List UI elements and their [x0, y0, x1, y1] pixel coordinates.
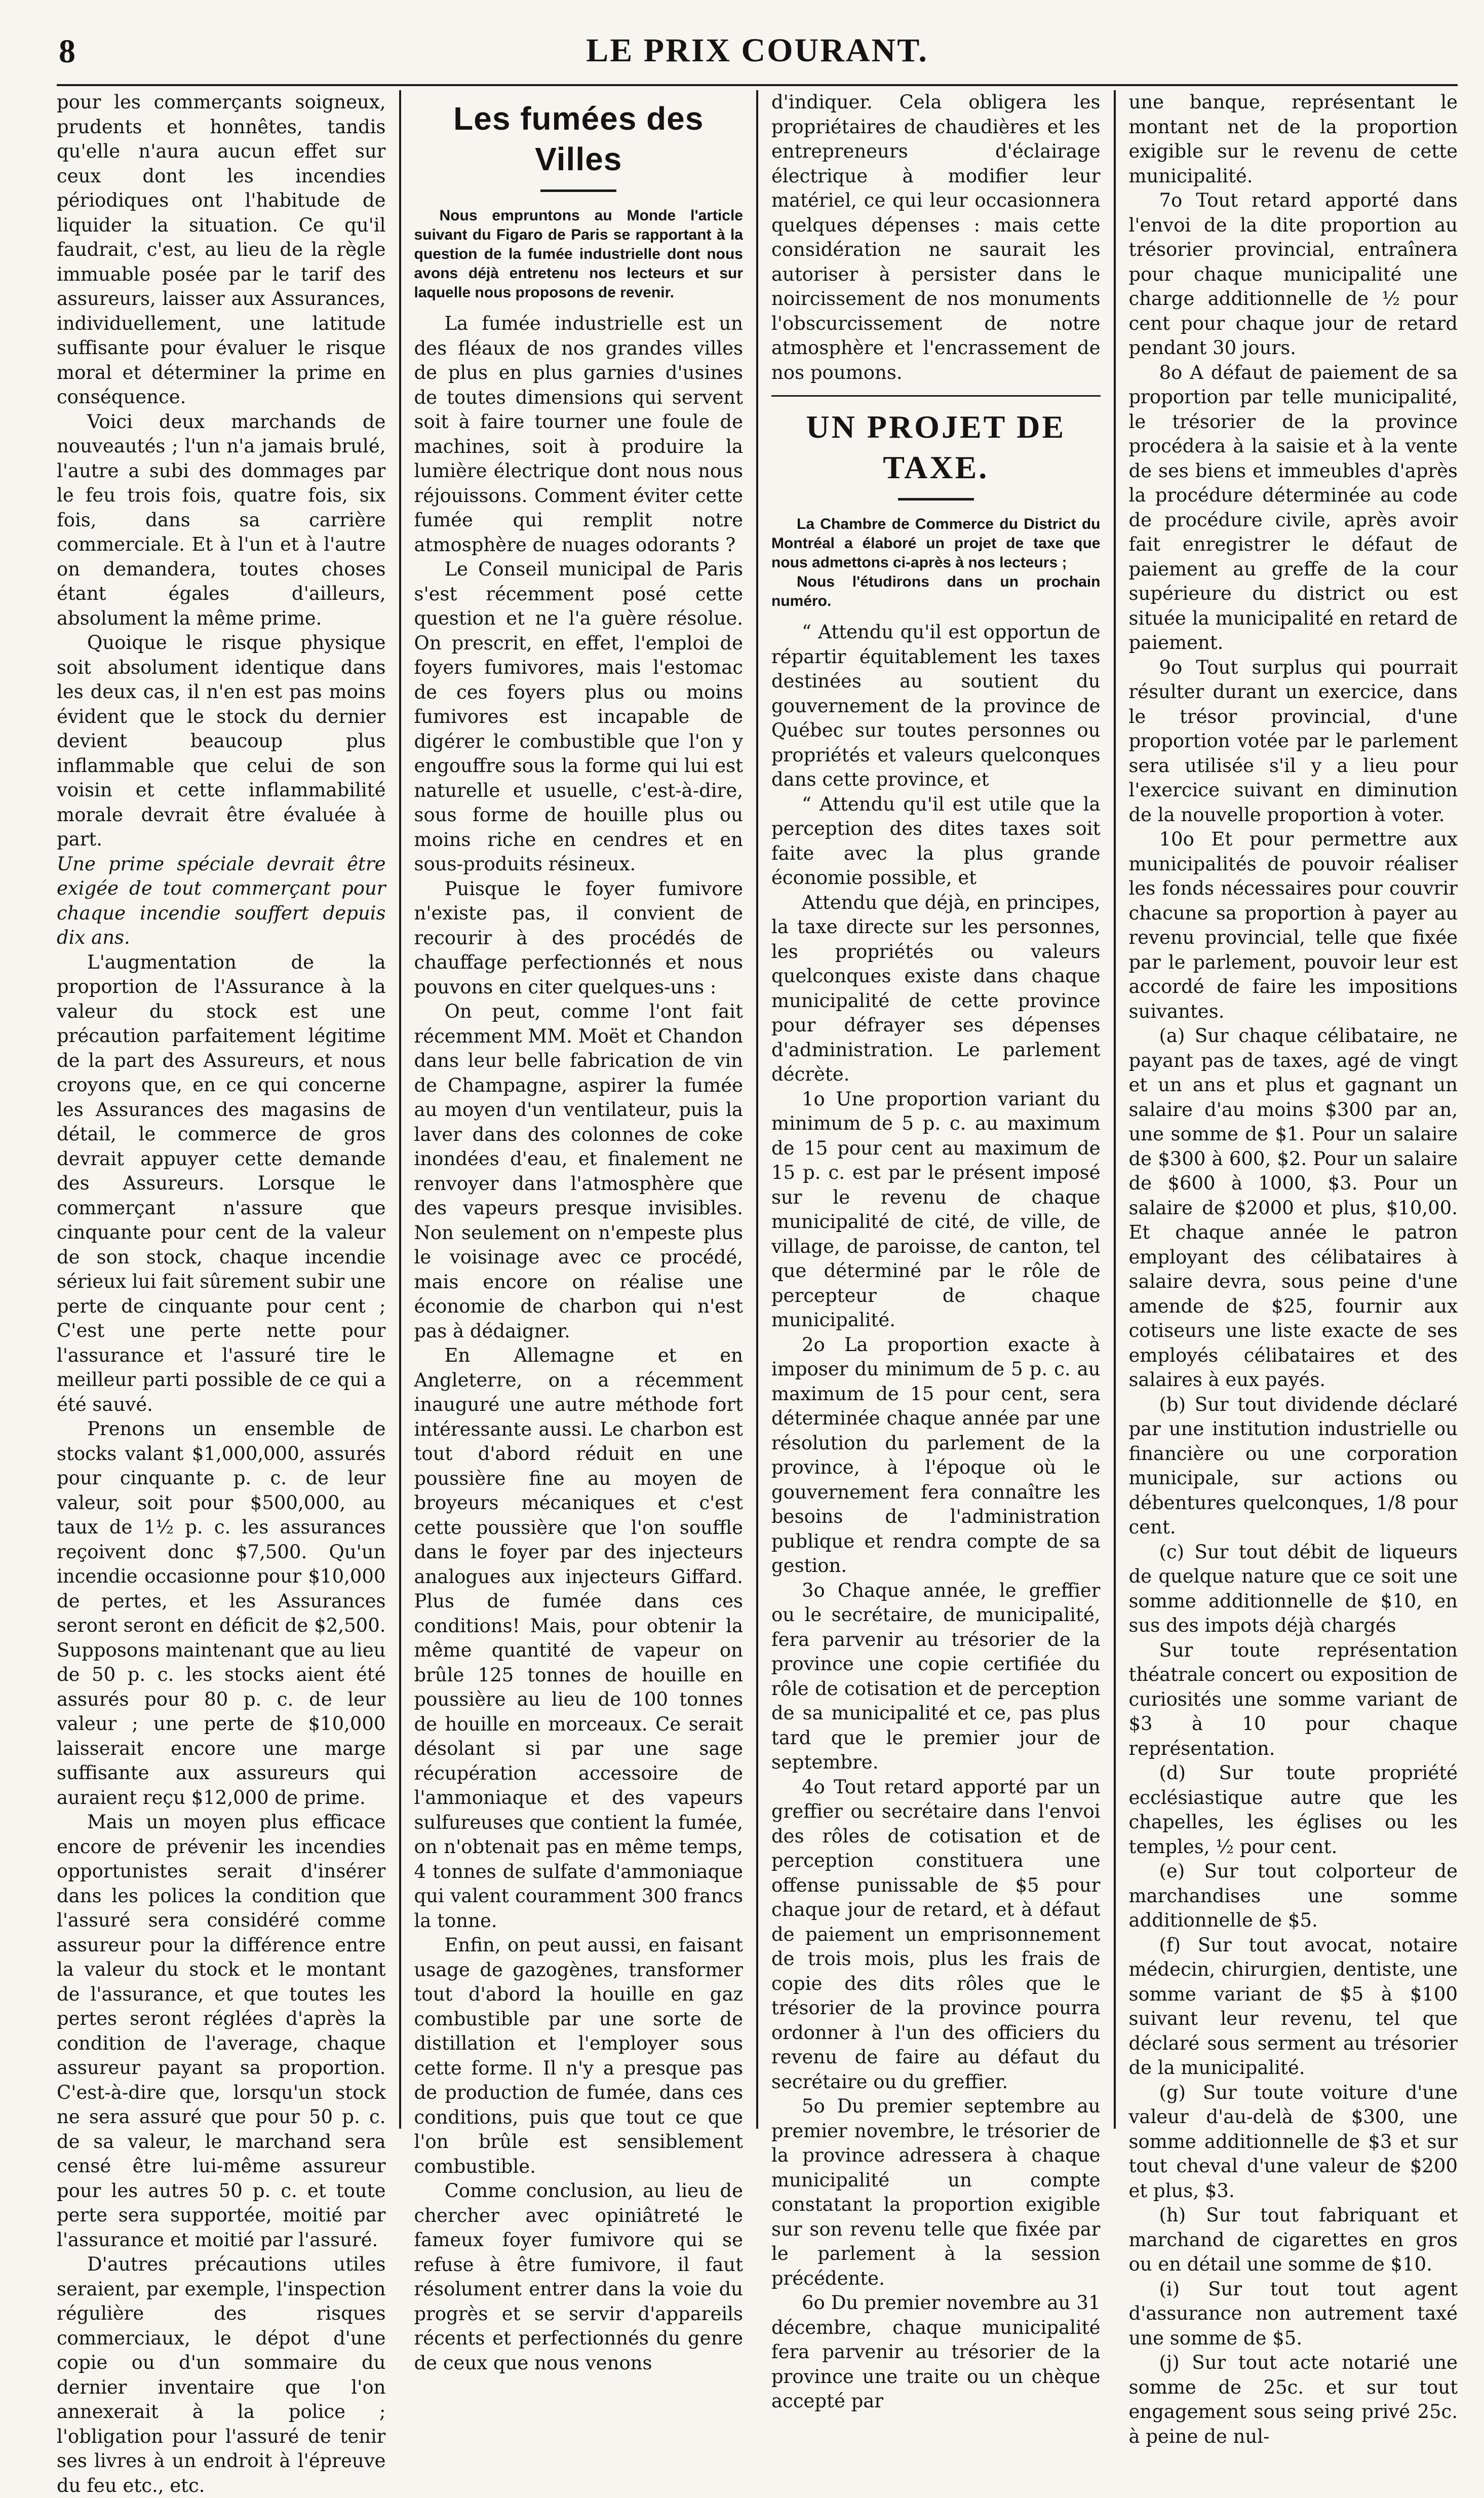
paragraph: 8o A défaut de paiement de sa proportion par telle municipalité, le trésorier de la province procédera à la saisie et à la vente de ses biens et immeubles d'après la procédure déterminée au code de procédure civile, après avoir fait enregistrer le défaut de paiement au greffe de la cour supérieure du district ou est située la municipalité en retard de paiement. [1128, 361, 1458, 654]
paragraph: une banque, représentant le montant net de la proportion exigible sur le revenu de cette municipalité. [1128, 91, 1458, 187]
paragraph: Attendu que déjà, en principes, la taxe directe sur les personnes, les propriétés ou valeurs quelconques existe dans chaque municipalité de cette province pour défrayer ses dépenses d'administration. Le parlement décrète. [771, 891, 1101, 1085]
paragraph-italic: Une prime spéciale devrait être exigée de tout commerçant pour chaque incendie souffert depuis dix ans. [57, 853, 386, 948]
article-intro [771, 515, 1101, 611]
paragraph: Prenons un ensemble de stocks valant $1,000,000, assurés pour cinquante p. c. de leur valeur, soit pour $500,000, au taux de 1½ p. c. les assurances reçoivent donc $7,500. Qu'un incendie occasionne pour $10,000 de pertes, et les Assurances seront seront en déficit de $2,500. Supposons maintenant que au lieu de 50 p. c. les stocks aient été assurés pour 80 p. c. de leur valeur ; une perte de $10,000 laisserait encore une marge suffisante aux assureurs qui auraient reçu $12,000 de prime. [57, 1418, 386, 1809]
paragraph: On peut, comme l'ont fait récemment MM. Moët et Chandon dans leur belle fabrication de vin de Champagne, aspirer la fumée au moyen d'un ventilateur, puis la laver dans des colonnes de coke inondées d'eau, et finalement ne renvoyer dans l'atmosphère que des vapeurs presque invisibles. Non seulement on n'empeste plus le voisinage avec ce procédé, mais encore on réalise une économie de charbon qui n'est pas à dédaigner. [414, 1001, 743, 1342]
paragraph: “ Attendu qu'il est utile que la perception des dites taxes soit faite avec la plus grande économie possible, et [771, 793, 1101, 889]
article-title: Les fumées des Villes [453, 100, 704, 177]
paragraph: 1o Une proportion variant du minimum de 5 p. c. au maximum de 15 pour cent au maximum de 15 p. c. est par le présent imposé sur le revenu de chaque municipalité de cité, de ville, de village, de paroisse, de canton, tel que déterminé par le rôle de percepteur de chaque municipalité. [771, 1088, 1101, 1331]
paragraph: Mais un moyen plus efficace encore de prévenir les incendies opportunistes serait d'insérer dans les polices la condition que l'assuré sera considéré comme assureur pour la différence entre la valeur du stock et le montant de l'assurance, et que toutes les pertes seront réglées d'après la condition de l'average, chaque assureur payant sa proportion. C'est-à-dire que, lorsqu'un stock ne sera assuré que pour 50 p. c. de sa valeur, le marchand sera censé être lui-même assureur pour les autres 50 p. c. et toute perte sera supportée, moitié par l'assurance et moitié par l'assuré. [57, 1811, 386, 2251]
paragraph: 6o Du premier novembre au 31 décembre, chaque municipalité fera parvenir au trésorier de la province une traite ou un chèque accepté par [771, 2292, 1101, 2412]
title-rule [898, 498, 974, 501]
column-1 [57, 90, 399, 2496]
paragraph: D'autres précautions utiles seraient, par exemple, l'inspection régulière des risques commerciaux, le dépot d'une copie ou d'un sommaire du dernier inventaire que l'on annexerait à la police ; l'obligation pour l'assuré de tenir ses livres à un endroit à l'épreuve du feu etc., etc. [57, 2253, 386, 2496]
paragraph: (a) Sur chaque célibataire, ne payant pas de taxes, agé de vingt et un ans et plus et gagnant un salaire d'au moins $300 par an, une somme de $1. Pour un salaire de $300 à 600, $2. Pour un salaire de $600 à 1000, $3. Pour un salaire de $2000 et plus, $10,00. Et chaque année le patron employant des célibataires à salaire devra, sous peine d'une amende de $25, fournir aux cotiseurs une liste exacte de ses employés célibataires et des salaires à eux payés. [1128, 1025, 1458, 1391]
paragraph: 9o Tout surplus qui pourrait résulter durant un exercice, dans le trésor provincial, d'une proportion votée par le parlement sera utilisée s'il y a lieu pour l'exercice suivant en diminution de la nouvelle proportion à voter. [1128, 656, 1458, 826]
paragraph: La fumée industrielle est un des fléaux de nos grandes villes de plus en plus garnies d'usines de toutes dimensions qui servent soit à faire tourner une foule de machines, soit à produire la lumière électrique dont nous nous réjouissons. Comment éviter cette fumée qui remplit notre atmosphère de nuages odorants ? [414, 313, 743, 556]
paragraph: (d) Sur toute propriété ecclésiastique autre que les chapelles, les églises ou les temples, ½ pour cent. [1128, 1762, 1458, 1858]
paragraph: 2o La proportion exacte à imposer du minimum de 5 p. c. au maximum de 15 pour cent, sera déterminée chaque année par une résolution du parlement de la province, à l'époque où le gouvernement fera connaître les besoins de l'administration publique et rendra compte de sa gestion. [771, 1333, 1101, 1577]
title-rule [540, 189, 616, 192]
columns [57, 90, 1458, 2496]
paragraph: Sur toute représentation théatrale concert ou exposition de curiosités une somme variant de $3 à 10 pour chaque représentation. [1128, 1639, 1458, 1759]
intro-text: Nous empruntons au Monde l'article suivant du Figaro de Paris se rapportant à la question de la fumée industrielle dont nous avons déjà entretenu nos lecteurs et sur laquelle nous proposons de revenir. [414, 207, 743, 301]
paragraph: Le Conseil municipal de Paris s'est récemment posé cette question et ne l'a guère résolue. On prescrit, en effet, l'emploi de foyers fumivores, mais l'estomac de ces foyers plus ou moins fumivores est incapable de digérer le combustible que l'on y engouffre sous la forme qui lui est naturelle et usuelle, c'est-à-dire, sous forme de houille plus ou moins riche en cendres et en sous-produits résineux. [414, 558, 743, 875]
paragraph: 5o Du premier septembre au premier novembre, le trésorier de la province adressera à chaque municipalité un compte constatant la proportion exigible sur son revenu telle que fixée par le parlement à la session précédente. [771, 2095, 1101, 2289]
paragraph: (f) Sur tout avocat, notaire médecin, chirurgien, dentiste, une somme variant de $5 à $100 suivant leur revenu, tel que déclaré sous serment au trésorier de la municipalité. [1128, 1934, 1458, 2079]
paragraph: (j) Sur tout acte notarié une somme de 25c. et sur tout engagement sous seing privé 25c. à peine de nul- [1128, 2352, 1458, 2447]
paragraph: pour les commerçants soigneux, prudents et honnêtes, tandis qu'elle n'aura aucun effet sur ceux dont les incendies périodiques ont l'habitude de liquider la situation. Ce qu'il faudrait, c'est, au lieu de la règle immuable posée par le tarif des assureurs, laisser aux Assurances, individuellement, une latitude suffisante pour évaluer le risque moral et déterminer la prime en conséquence. [57, 91, 386, 408]
column-3 [756, 90, 1114, 2412]
paragraph: 3o Chaque année, le greffier ou le secrétaire, de municipalité, fera parvenir au trésorier de la province une copie certifiée du rôle de cotisation et de perception de sa municipalité et ce, pas plus tard que le premier jour de septembre. [771, 1579, 1101, 1773]
paragraph: d'indiquer. Cela obligera les propriétaires de chaudières et les entrepreneurs d'éclairage électrique à modifier leur matériel, ce qui leur occasionnera quelques dépenses : mais cette considération ne saurait les autoriser à persister dans le noircissement de nos monuments l'obscurcissement de notre atmosphère et l'encrassement de nos poumons. [771, 91, 1101, 383]
paragraph: Puisque le foyer fumivore n'existe pas, il convient de recourir à des procédés de chauffage perfectionnés et nous pouvons en citer quelques-uns : [414, 877, 743, 998]
paragraph: “ Attendu qu'il est opportun de répartir équitablement les taxes destinées au soutient du gouvernement de la province de Québec sur toutes personnes ou propriétés et valeurs quelconques dans cette province, et [771, 621, 1101, 790]
paragraph: (g) Sur toute voiture d'une valeur d'au-delà de $300, une somme additionnelle de $3 et sur tout cheval d'une valeur de $200 et plus, $3. [1128, 2081, 1458, 2202]
intro-text: Nous l'étudirons dans un prochain numéro. [771, 573, 1101, 609]
section-rule [771, 395, 1101, 397]
paragraph: Enfin, on peut aussi, en faisant usage de gazogènes, transformer tout d'abord la houille en gaz combustible par une sorte de distillation et l'employer sous cette forme. Il n'y a presque pas de production de fumée, dans ces conditions, puis que tout ce que l'on brûle est sensiblement combustible. [414, 1934, 743, 2177]
paragraph: Voici deux marchands de nouveautés ; l'un n'a jamais brulé, l'autre a subi des dommages par le feu trois fois, quatre fois, six fois, dans sa carrière commerciale. Et à l'un et à l'autre on demandera, toutes choses étant égales d'ailleurs, absolument la même prime. [57, 410, 386, 629]
paragraph: (e) Sur tout colporteur de marchandises une somme additionnelle de $5. [1128, 1860, 1458, 1931]
page-number: 8 [59, 33, 75, 70]
column-4 [1114, 90, 1458, 2447]
paragraph: Quoique le risque physique soit absolument identique dans les deux cas, il n'en est pas moins évident que le stock du dernier devient beaucoup plus inflammable que celui de son voisin et cette inflammabilité morale devrait être évaluée à part. [57, 632, 386, 850]
paragraph: (h) Sur tout fabriquant et marchand de cigarettes en gros ou en détail une somme de $10. [1128, 2204, 1458, 2275]
paragraph: Comme conclusion, au lieu de chercher avec opiniâtreté le fameux foyer fumivore qui se refuse à être fumivore, il faut résolument entrer dans la voie du progrès et se servir d'appareils récents et perfectionnés du genre de ceux que nous venons [414, 2180, 743, 2374]
paragraph: (c) Sur tout débit de liqueurs de quelque nature que ce soit une somme additionnelle de $10, en sus des impots déjà chargés [1128, 1541, 1458, 1636]
paragraph: (b) Sur tout dividende déclaré par une institution industrielle ou financière ou une corporation municipale, sur actions ou débentures quelconques, 1/8 pour cent. [1128, 1393, 1458, 1538]
paragraph: L'augmentation de la proportion de l'Assurance à la valeur du stock est une précaution parfaitement légitime de la part des Assureurs, et nous croyons que, en ce qui concerne les Assurances des magasins de détail, le commerce de gros devrait appuyer cette demande des Assureurs. Lorsque le commerçant n'assure que cinquante pour cent de la valeur de son stock, chaque incendie sérieux lui fait sûrement subir une perte de cinquante pour cent ; C'est une perte nette pour l'assurance et l'assuré tire le meilleur parti possible de ce qui a été sauvé. [57, 951, 386, 1415]
article-intro [414, 206, 744, 302]
paragraph: (i) Sur tout tout agent d'assurance non autrement taxé une somme de $5. [1128, 2278, 1458, 2349]
article-title: UN PROJET DE TAXE. [806, 409, 1066, 485]
intro-text: La Chambre de Commerce du District du Montréal a élaboré un projet de taxe que nous admettons ci-après à nos lecteurs ; [771, 516, 1101, 571]
paragraph: 4o Tout retard apporté par un greffier ou secrétaire dans l'envoi des rôles de cotisation et de perception constituera une offense punissable de $5 pour chaque jour de retard, et à défaut de paiement un emprisonnement de trois mois, plus les frais de copie des dits rôles que le trésorier de la province pourra ordonner à l'un des officiers du revenu de faire au défaut du secrétaire ou du greffier. [771, 1776, 1101, 2093]
paragraph: En Allemagne et en Angleterre, on a récemment inauguré une autre méthode fort intéressante aussi. Le charbon est tout d'abord réduit en une poussière fine au moyen de broyeurs mécaniques et c'est cette poussière que l'on souffle dans le foyer par des injecteurs analogues aux injecteurs Giffard. Plus de fumée dans ces conditions! Mais, pour obtenir la même quantité de vapeur on brûle 125 tonnes de houille en poussière au lieu de 100 tonnes de houille en morceaux. Ce serait désolant si par une sage récupération accessoire de l'ammoniaque et des vapeurs sulfureuses que contient la fumée, on n'obtenait pas en même temps, 4 tonnes de sulfate d'ammoniaque qui valent couramment 300 francs la tonne. [414, 1344, 743, 1932]
column-2 [399, 90, 757, 2374]
masthead: LE PRIX COURANT. [586, 32, 928, 69]
paragraph: 10o Et pour permettre aux municipalités de pouvoir réaliser les fonds nécessaires pour couvrir chacune sa proportion à payer au revenu provincial, telle que fixée par le parlement, pouvoir leur est accordé de faire les impositions suivantes. [1128, 828, 1458, 1022]
page-header [57, 23, 1458, 86]
paragraph: 7o Tout retard apporté dans l'envoi de la dite proportion au trésorier provincial, entraînera pour chaque municipalité une charge additionnelle de ½ pour cent pour chaque jour de retard pendant 30 jours. [1128, 189, 1458, 359]
